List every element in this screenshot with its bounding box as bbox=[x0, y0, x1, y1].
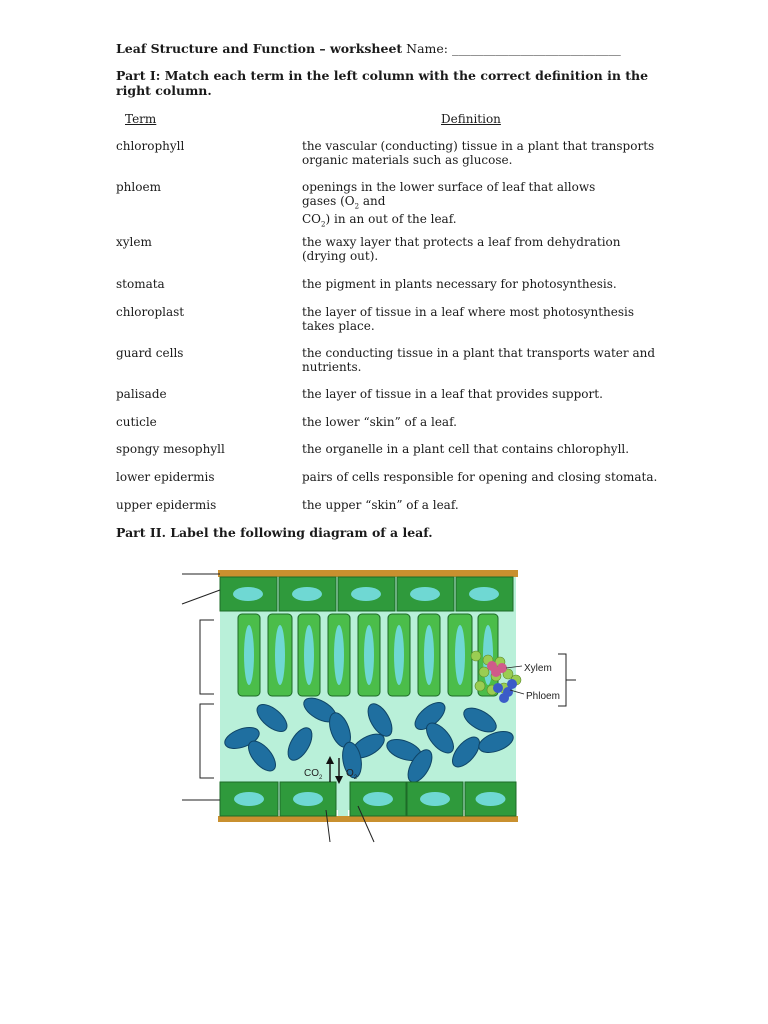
spongy-bracket bbox=[200, 704, 214, 778]
part2-instruction: Part II. Label the following diagram of a leaf. bbox=[116, 525, 433, 540]
epidermis-nucleus bbox=[469, 587, 499, 601]
part1-instruction: Part I: Match each term in the left column with the correct definition in the right column. bbox=[116, 68, 649, 98]
term: guard cells bbox=[116, 346, 184, 360]
xylem-label: Xylem bbox=[524, 663, 552, 674]
vein-cell bbox=[471, 651, 481, 661]
epidermis-nucleus bbox=[420, 792, 450, 806]
palisade-vacuole bbox=[364, 625, 374, 685]
term: upper epidermis bbox=[116, 498, 217, 512]
palisade-vacuole bbox=[304, 625, 314, 685]
palisade-vacuole bbox=[424, 625, 434, 685]
upper-epidermis-pointer bbox=[182, 590, 220, 604]
definition: pairs of cells responsible for opening and closing stomata. bbox=[302, 470, 658, 484]
palisade-bracket bbox=[200, 620, 214, 694]
palisade-vacuole bbox=[394, 625, 404, 685]
term: chloroplast bbox=[116, 305, 185, 319]
title-text: Leaf Structure and Function – worksheet bbox=[116, 41, 403, 56]
definition: the vascular (conducting) tissue in a plant that transports organic materials such as glucose. bbox=[302, 139, 655, 167]
vein-cell bbox=[475, 681, 485, 691]
definition: the pigment in plants necessary for photosynthesis. bbox=[302, 277, 617, 291]
term: spongy mesophyll bbox=[116, 442, 225, 456]
definition-column-header: Definition bbox=[441, 112, 501, 126]
term: cuticle bbox=[116, 415, 157, 429]
term: chlorophyll bbox=[116, 139, 185, 153]
vein-cell bbox=[479, 667, 489, 677]
palisade-vacuole bbox=[275, 625, 285, 685]
term-column-header: Term bbox=[125, 112, 157, 126]
epidermis-nucleus bbox=[410, 587, 440, 601]
subscript: 2 bbox=[321, 220, 326, 229]
epidermis-nucleus bbox=[363, 792, 393, 806]
definition: the upper “skin” of a leaf. bbox=[302, 498, 459, 512]
worksheet-title bbox=[116, 41, 621, 56]
term: lower epidermis bbox=[116, 470, 215, 484]
definition bbox=[302, 181, 662, 232]
upper-cuticle bbox=[218, 570, 518, 577]
definition-line: ) in an out of the leaf. bbox=[325, 212, 457, 227]
epidermis-nucleus bbox=[234, 792, 264, 806]
phloem-cell bbox=[499, 693, 509, 703]
term: xylem bbox=[116, 235, 152, 249]
term: phloem bbox=[116, 180, 161, 194]
o2-subscript: 2 bbox=[353, 775, 358, 781]
palisade-vacuole bbox=[244, 625, 254, 685]
definition-line: CO bbox=[302, 212, 322, 227]
definition-line: gases (O bbox=[302, 193, 355, 208]
term: palisade bbox=[116, 387, 167, 401]
definition: the waxy layer that protects a leaf from dehydration (drying out). bbox=[302, 235, 621, 263]
phloem-cell bbox=[493, 683, 503, 693]
name-field[interactable]: Name: ___________________________ bbox=[406, 41, 621, 56]
phloem-cell bbox=[507, 679, 517, 689]
palisade-vacuole bbox=[334, 625, 344, 685]
palisade-vacuole bbox=[455, 625, 465, 685]
epidermis-nucleus bbox=[351, 587, 381, 601]
definition: the organelle in a plant cell that contains chlorophyll. bbox=[302, 442, 630, 456]
subscript: 2 bbox=[354, 201, 360, 210]
epidermis-nucleus bbox=[233, 587, 263, 601]
epidermis-nucleus bbox=[292, 587, 322, 601]
definition: the layer of tissue in a leaf that provides support. bbox=[302, 387, 603, 401]
stoma-opening bbox=[338, 782, 348, 816]
co2-subscript: 2 bbox=[319, 775, 323, 781]
phloem-label: Phloem bbox=[526, 691, 560, 702]
epidermis-nucleus bbox=[293, 792, 323, 806]
lower-cuticle bbox=[218, 816, 518, 822]
definition-line: and bbox=[359, 193, 386, 208]
definition: the conducting tissue in a plant that transports water and nutrients. bbox=[302, 346, 656, 374]
leaf-diagram bbox=[180, 560, 600, 850]
xylem-cell bbox=[491, 667, 501, 677]
term: stomata bbox=[116, 277, 165, 291]
co2-text: CO bbox=[304, 768, 319, 779]
definition-line: openings in the lower surface of leaf that allows bbox=[302, 180, 596, 194]
definition: the lower “skin” of a leaf. bbox=[302, 415, 457, 429]
epidermis-nucleus bbox=[476, 792, 506, 806]
o2-text: O bbox=[346, 768, 354, 779]
definition: the layer of tissue in a leaf where most photosynthesis takes place. bbox=[302, 305, 634, 333]
